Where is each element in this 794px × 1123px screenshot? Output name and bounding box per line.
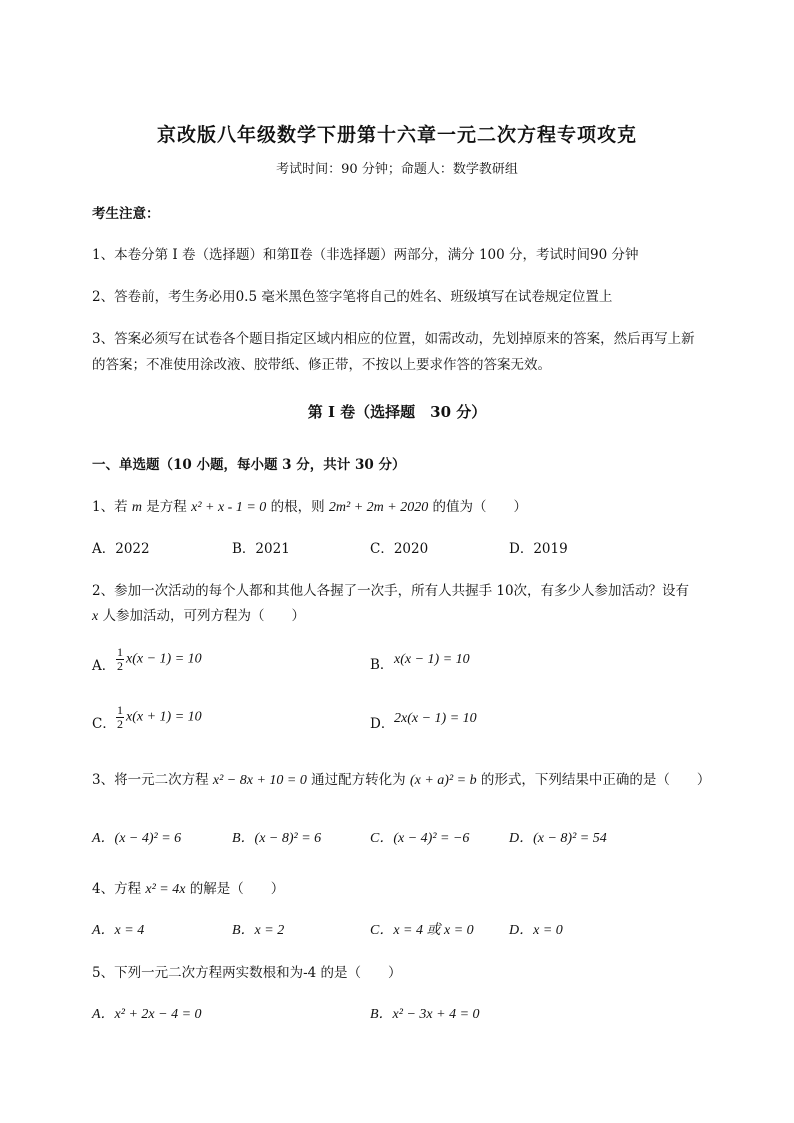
q1-equation: x² + x - 1 = 0 [191,500,267,515]
q1-option-d: D．2019 [509,541,568,557]
q1-options [92,537,712,557]
q2-option-d-label: D． [370,716,395,732]
page-title: 京改版八年级数学下册第十六章一元二次方程专项攻克 [156,124,637,146]
question-5: 5、下列一元二次方程两实数根和为-4 的是（ ） [92,965,402,981]
q3-stem-a: 3、将一元二次方程 [92,772,213,788]
q1-stem-a: 1、若 [92,499,132,515]
q2-option-b-label: B． [370,657,394,673]
q4-options [92,919,712,939]
q2-options-row-2 [92,704,712,738]
exam-info: 考试时间：90 分钟；命题人：数学教研组 [276,162,518,177]
section-title: 第 I 卷（选择题 30 分） [307,403,487,421]
q3-stem-b: 通过配方转化为 [306,772,410,788]
q3-option-c: C．(x − 4)² = −6 [370,831,470,846]
question-2-line-1: 2、参加一次活动的每个人都和其他人各握了一次手，所有人共握手 10次，有多少人参加活动？设有 [92,583,690,599]
q1-var: m [131,500,143,515]
notice-item-3: 3、答案必须写在试卷各个题目指定区域内相应的位置，如需改动，先划掉原来的答案，然后再写上新 [92,331,695,347]
q2-stem: 人参加活动，可列方程为（ ） [98,608,306,624]
q2-option-b-expr: x(x − 1) = 10 [394,652,470,667]
q1-stem-b: 是方程 [142,499,192,515]
q4-equation: x² = 4x [145,882,186,897]
question-4 [92,877,284,898]
part-heading: 一、单选题（10 小题，每小题 3 分，共计 30 分） [92,457,406,473]
q2-option-c-expr: $\frac{1}{2}$ x(x + 1) = 10 [117,703,202,731]
q2-option-c-label: C． [92,716,116,732]
q3-option-d: D．(x − 8)² = 54 [509,831,607,846]
q4-option-d: D．x = 0 [509,923,563,938]
question-3 [92,768,710,789]
question-1 [92,495,527,516]
notice-item-1: 1、本卷分第 I 卷（选择题）和第Ⅱ卷（非选择题）两部分，满分 100 分，考试时间90 分钟 [92,247,639,263]
notice-item-3-cont: 的答案；不准使用涂改液、胶带纸、修正带，不按以上要求作答的答案无效。 [92,357,551,373]
q1-expression: 2m² + 2m + 2020 [328,500,429,515]
q1-option-b: B．2021 [232,541,290,557]
q3-equation: x² − 8x + 10 = 0 [212,773,307,788]
q4-option-c: C．x = 4 或 x = 0 [370,923,474,938]
q3-options [92,827,712,847]
q5-options [92,1003,712,1023]
q2-var: x [92,609,99,624]
q2-options-row-1 [92,646,712,680]
q2-option-d-expr: 2x(x − 1) = 10 [394,711,477,726]
q4-stem-a: 4、方程 [92,881,146,897]
q3-form: (x + a)² = b [409,773,477,788]
q5-option-b: B．x² − 3x + 4 = 0 [370,1007,480,1022]
q3-option-a: A．(x − 4)² = 6 [92,831,182,846]
notice-heading: 考生注意： [92,206,160,222]
q4-option-b: B．x = 2 [232,923,285,938]
q2-option-a-expr: $\frac{1}{2}$ x(x − 1) = 10 [117,645,202,673]
question-2-line-2 [92,604,305,625]
q4-option-a: A．x = 4 [92,923,145,938]
notice-item-2: 2、答卷前，考生务必用0.5 毫米黑色签字笔将自己的姓名、班级填写在试卷规定位置上 [92,289,613,305]
q1-stem-c: 的根，则 [266,499,329,515]
q1-stem-d: 的值为（ ） [428,499,527,515]
q3-stem-c: 的形式，下列结果中正确的是（ ） [476,772,711,788]
q1-option-c: C．2020 [370,541,429,557]
q2-option-a-fraction: $\frac{1}{2}$ [117,645,123,673]
q4-stem-b: 的解是（ ） [185,881,285,897]
q2-option-c-fraction: $\frac{1}{2}$ [117,703,123,731]
q1-option-a: A．2022 [92,541,150,557]
q5-option-a: A．x² + 2x − 4 = 0 [92,1007,202,1022]
q2-option-a-label: A． [92,658,116,674]
q3-option-b: B．(x − 8)² = 6 [232,831,322,846]
